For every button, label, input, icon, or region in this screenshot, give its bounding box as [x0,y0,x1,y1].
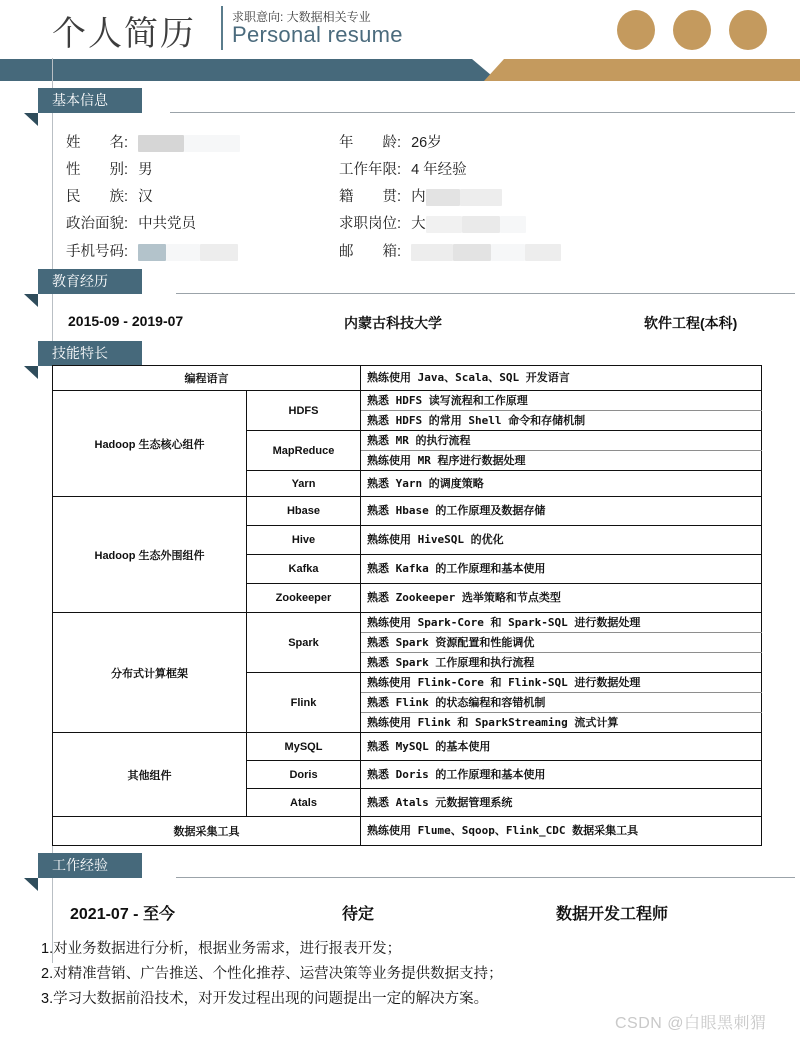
info-field-email [339,240,561,261]
redacted-value [491,244,525,261]
section-rule-work [176,877,795,878]
section-rule-basic [170,112,795,113]
info-label: 邮 箱: [339,244,402,260]
section-tab-label: 工作经验 [52,857,108,873]
info-value: 26岁 [411,135,442,151]
skill-component: Doris [247,761,361,789]
skill-desc: 熟练使用 Flink-Core 和 Flink-SQL 进行数据处理 [361,673,762,693]
info-value: 男 [138,162,153,178]
redacted-value [525,244,561,261]
table-row [53,613,762,633]
skill-desc: 熟悉 Spark 资源配置和性能调优 [361,633,762,653]
table-row [53,391,762,411]
table-row [53,817,762,846]
redacted-value [426,216,462,233]
redacted-value [460,189,502,206]
skill-desc: 熟练使用 Java、Scala、SQL 开发语言 [361,366,762,391]
skill-desc: 熟悉 Zookeeper 选举策略和节点类型 [361,584,762,613]
info-label: 姓 名: [66,135,129,151]
info-label: 工作年限: [339,162,402,178]
page-title-en: Personal resume [232,22,403,47]
tab-fold-icon [24,366,38,379]
section-basic-info [38,88,142,113]
skill-desc: 熟悉 MR 的执行流程 [361,431,762,451]
info-field-ethnicity [66,185,153,206]
skill-category: 编程语言 [53,366,361,391]
skill-desc: 熟悉 Doris 的工作原理和基本使用 [361,761,762,789]
info-field-target-position [339,212,526,233]
section-tab-skills [38,341,142,366]
education-school: 内蒙古科技大学 [344,315,442,331]
info-value: 大 [411,216,426,232]
info-label: 性 别: [66,162,129,178]
work-duty-item: 2.对精准营销、广告推送、个性化推荐、运营决策等业务提供数据支持； [41,966,503,982]
work-duty-item: 1.对业务数据进行分析，根据业务需求，进行报表开发； [41,941,402,957]
work-date: 2021-07 - 至今 [70,906,175,923]
skill-category: Hadoop 生态外围组件 [53,497,247,613]
info-field-years-experience [339,158,467,179]
skill-desc: 熟悉 MySQL 的基本使用 [361,733,762,761]
skill-desc: 熟悉 Atals 元数据管理系统 [361,789,762,817]
skill-category: 分布式计算框架 [53,613,247,733]
table-row [53,497,762,526]
tab-fold-icon [24,878,38,891]
banner-gold-stripe [484,59,800,81]
info-field-hometown [339,185,502,206]
info-value: 4 年经验 [411,162,467,178]
section-tab-label: 技能特长 [52,345,108,361]
info-field-age [339,131,442,152]
info-field-phone [66,240,238,261]
info-field-political-status [66,212,196,233]
skill-component: Spark [247,613,361,673]
skill-desc: 熟练使用 MR 程序进行数据处理 [361,451,762,471]
skill-desc: 熟练使用 Spark-Core 和 Spark-SQL 进行数据处理 [361,613,762,633]
skill-desc: 熟悉 Hbase 的工作原理及数据存储 [361,497,762,526]
skill-component: MySQL [247,733,361,761]
watermark: CSDN @白眼黑刺猬 [615,1015,767,1032]
info-label: 民 族: [66,189,129,205]
skill-component: HDFS [247,391,361,431]
info-value: 内 [411,189,426,205]
page-title-cn: 个人简历 [52,14,196,54]
skill-component: Kafka [247,555,361,584]
skill-desc: 熟练使用 Flume、Sqoop、Flink_CDC 数据采集工具 [361,817,762,846]
skill-component: Hive [247,526,361,555]
work-duty-item: 3.学习大数据前沿技术，对开发过程出现的问题提出一定的解决方案。 [41,991,489,1007]
skill-desc: 熟悉 HDFS 的常用 Shell 命令和存储机制 [361,411,762,431]
education-major: 软件工程(本科) [644,315,738,331]
skill-desc: 熟练使用 Flink 和 SparkStreaming 流式计算 [361,713,762,733]
circle-decoration-icon [729,10,767,50]
redacted-value [200,244,238,261]
circle-decoration-icon [673,10,711,50]
skill-component: Atals [247,789,361,817]
header-banner [0,59,800,81]
circle-decoration-icon [617,10,655,50]
decorative-dots [617,10,787,50]
work-company: 待定 [342,906,375,923]
work-position: 数据开发工程师 [556,906,669,923]
section-tab-basic-info [38,88,142,113]
redacted-value [462,216,500,233]
section-tab-work-experience [38,853,142,878]
section-skills [38,341,142,366]
skill-category: Hadoop 生态核心组件 [53,391,247,497]
section-tab-label: 教育经历 [52,273,108,289]
redacted-value [453,244,491,261]
tab-fold-icon [24,294,38,307]
info-label: 籍 贯: [339,189,402,205]
education-date: 2015-09 - 2019-07 [68,313,184,329]
section-tab-education [38,269,142,294]
redacted-value [426,189,460,206]
table-row [53,366,762,391]
info-label: 求职岗位: [339,216,402,232]
section-education [38,269,142,294]
skill-component: MapReduce [247,431,361,471]
page-header [0,0,800,58]
skill-desc: 熟练使用 HiveSQL 的优化 [361,526,762,555]
tab-fold-icon [24,113,38,126]
info-field-gender [66,158,153,179]
info-label: 年 龄: [339,135,402,151]
skill-category: 其他组件 [53,733,247,817]
skill-component: Zookeeper [247,584,361,613]
info-value: 汉 [138,189,153,205]
header-divider [221,6,223,50]
skill-desc: 熟悉 Yarn 的调度策略 [361,471,762,497]
redacted-value [184,135,240,152]
redacted-value [411,244,453,261]
section-rule-education [176,293,795,294]
skill-component: Flink [247,673,361,733]
redacted-value [166,244,200,261]
section-work-experience [38,853,142,878]
skill-category: 数据采集工具 [53,817,361,846]
redacted-value [138,135,184,152]
skills-table [52,365,762,846]
info-field-name [66,131,240,152]
info-label: 手机号码: [66,244,129,260]
table-row [53,733,762,761]
skill-desc: 熟悉 HDFS 读写流程和工作原理 [361,391,762,411]
info-label: 政治面貌: [66,216,129,232]
skill-component: Yarn [247,471,361,497]
banner-teal-stripe [0,59,498,81]
section-tab-label: 基本信息 [52,92,108,108]
skill-desc: 熟悉 Flink 的状态编程和容错机制 [361,693,762,713]
job-objective: 求职意向: 大数据相关专业 [232,10,371,24]
skill-desc: 熟悉 Kafka 的工作原理和基本使用 [361,555,762,584]
redacted-value [500,216,526,233]
skill-desc: 熟悉 Spark 工作原理和执行流程 [361,653,762,673]
info-value: 中共党员 [138,216,197,232]
redacted-value [138,244,166,261]
skill-component: Hbase [247,497,361,526]
